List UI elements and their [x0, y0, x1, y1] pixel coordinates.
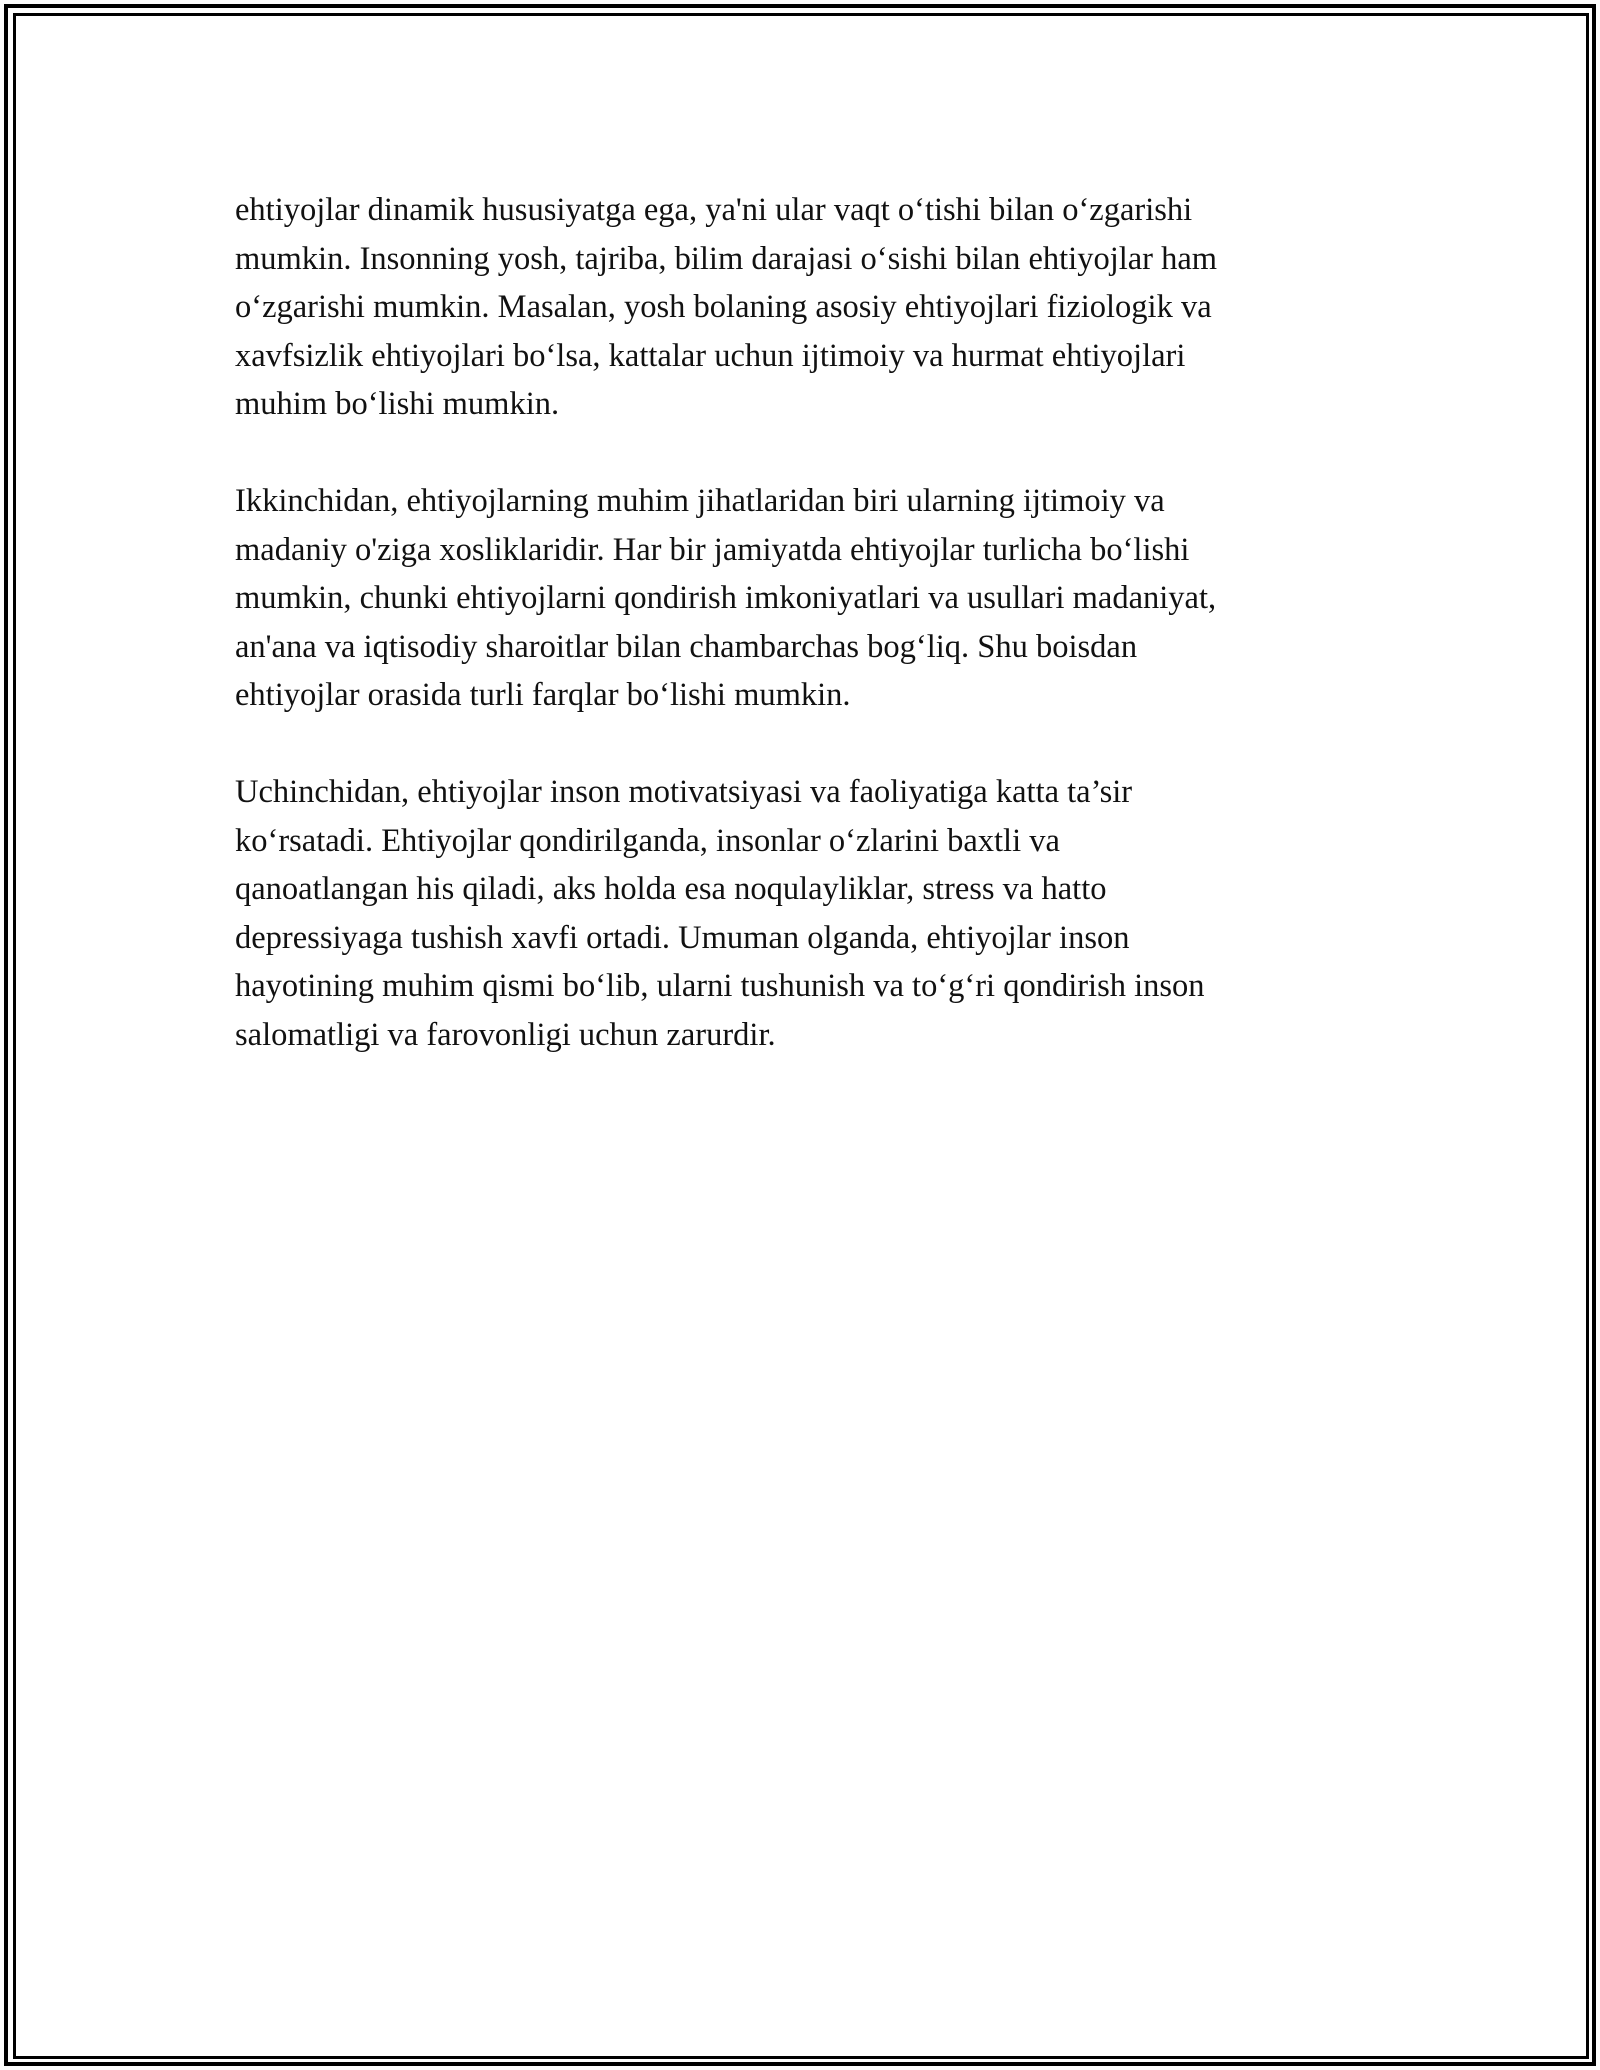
- paragraph-2: [235, 477, 1365, 720]
- text-line: ko‘rsatadi. Ehtiyojlar qondirilganda, insonlar o‘zlarini baxtli va: [235, 822, 1060, 859]
- text-line: o‘zgarishi mumkin. Masalan, yosh bolaning asosiy ehtiyojlari fiziologik va: [235, 289, 1212, 325]
- text-line: depressiyaga tushish xavfi ortadi. Umuman olganda, ehtiyojlar inson: [235, 919, 1130, 956]
- text-line: Ikkinchidan, ehtiyojlarning muhim jihatlaridan biri ularning ijtimoiy va: [235, 483, 1165, 519]
- text-line: hayotining muhim qismi bo‘lib, ularni tushunish va to‘g‘ri qondirish inson: [235, 968, 1205, 1004]
- paragraph-1: [235, 186, 1365, 429]
- paragraph-3: [235, 768, 1365, 1059]
- text-line: an'ana va iqtisodiy sharoitlar bilan chambarchas bog‘liq. Shu boisdan: [235, 628, 1138, 665]
- document-body: [235, 186, 1365, 1108]
- text-line: ehtiyojlar dinamik hususiyatga ega, ya'ni ular vaqt o‘tishi bilan o‘zgarishi: [235, 192, 1193, 228]
- text-line: mumkin, chunki ehtiyojlarni qondirish imkoniyatlari va usullari madaniyat,: [235, 580, 1217, 616]
- text-line: xavfsizlik ehtiyojlari bo‘lsa, kattalar uchun ijtimoiy va hurmat ehtiyojlari: [235, 337, 1186, 374]
- text-line: salomatligi va farovonligi uchun zarurdir.: [235, 1016, 776, 1053]
- text-line: ehtiyojlar orasida turli farqlar bo‘lishi mumkin.: [235, 677, 851, 713]
- text-line: madaniy o'ziga xosliklaridir. Har bir jamiyatda ehtiyojlar turlicha bo‘lishi: [235, 531, 1190, 568]
- text-line: mumkin. Insonning yosh, tajriba, bilim darajasi o‘sishi bilan ehtiyojlar ham: [235, 240, 1218, 277]
- text-line: qanoatlangan his qiladi, aks holda esa noqulayliklar, stress va hatto: [235, 871, 1107, 907]
- text-line: muhim bo‘lishi mumkin.: [235, 386, 560, 422]
- text-line: Uchinchidan, ehtiyojlar inson motivatsiyasi va faoliyatiga katta ta’sir: [235, 774, 1133, 810]
